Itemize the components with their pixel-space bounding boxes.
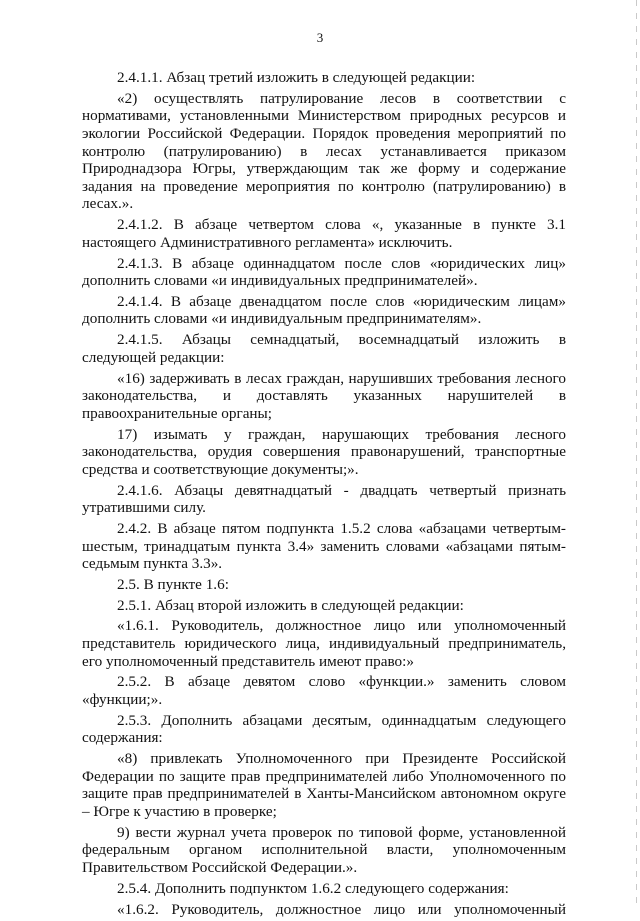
paragraph-2-5: 2.5. В пункте 1.6: bbox=[117, 575, 229, 593]
paragraph-2-4-1-3: 2.4.1.3. В абзаце одиннадцатом после слов «юридических лиц» дополнить словами «и индивидуальных предпринимателей». bbox=[82, 254, 566, 290]
paragraph-2-4-1-6: 2.4.1.6. Абзацы девятнадцатый - двадцать четвертый признать утратившими силу. bbox=[82, 481, 566, 517]
paragraph-quote-9: 9) вести журнал учета проверок по типовой форме, установленной федеральным органом исполнительной власти, уполномоченным Правительством Российской Федерации.». bbox=[82, 823, 566, 876]
paragraph-quote-patrol: «2) осуществлять патрулирование лесов в соответствии с нормативами, установленными Министерством природных ресурсов и экологии Российской Федерации. Порядок проведения мероприятий по контролю (патрулированию) в лесах устанавливается приказом Природнадзора Югры, утверждающим так же форму и содержание задания на проведение мероприятия по контролю (патрулированию) в лесах.». bbox=[82, 89, 566, 213]
paragraph-quote-1-6-2: «1.6.2. Руководитель, должностное лицо или уполномоченный bbox=[117, 900, 566, 918]
paragraph-quote-8: «8) привлекать Уполномоченного при Президенте Российской Федерации по защите прав предпринимателей либо Уполномоченного по защите прав предпринимателей в Ханты-Мансийском автономном округе – Югре к участию в проверке; bbox=[82, 750, 566, 820]
paragraph-2-4-1-1: 2.4.1.1. Абзац третий изложить в следующей редакции: bbox=[117, 69, 476, 86]
page-number: 3 bbox=[316, 30, 324, 45]
paragraph-2-4-1-5: 2.4.1.5. Абзацы семнадцатый, восемнадцатый изложить в следующей редакции: bbox=[82, 331, 566, 366]
paragraph-2-4-2: 2.4.2. В абзаце пятом подпункта 1.5.2 слова «абзацами четвертым-шестым, тринадцатым пункта 3.4» заменить словами «абзацами пятым-седьмым пункта 3.3». bbox=[82, 519, 566, 573]
paragraph-2-4-1-2: 2.4.1.2. В абзаце четвертом слова «, указанные в пункте 3.1 настоящего Административного регламента» исключить. bbox=[82, 216, 566, 251]
paragraph-2-5-3: 2.5.3. Дополнить абзацами десятым, одиннадцатым следующего содержания: bbox=[82, 711, 566, 747]
paragraph-2-5-1: 2.5.1. Абзац второй изложить в следующей редакции: bbox=[117, 596, 464, 614]
paragraph-quote-17: 17) изымать у граждан, нарушающих требования лесного законодательства, орудия совершения правонарушений, транспортные средства и соответствующие документы;». bbox=[82, 425, 566, 478]
paragraph-quote-16: «16) задерживать в лесах граждан, нарушивших требования лесного законодательства, и доставлять указанных нарушителей в правоохранительные органы; bbox=[82, 369, 566, 422]
scan-edge-line bbox=[636, 0, 637, 905]
paragraph-quote-1-6-1: «1.6.1. Руководитель, должностное лицо или уполномоченный представитель юридического лица, индивидуальный предприниматель, его уполномоченный представитель имеют право:» bbox=[82, 617, 566, 670]
paragraph-2-5-4: 2.5.4. Дополнить подпунктом 1.6.2 следующего содержания: bbox=[117, 879, 509, 897]
paragraph-2-4-1-4: 2.4.1.4. В абзаце двенадцатом после слов «юридическим лицам» дополнить словами «и индивидуальным предпринимателям». bbox=[82, 292, 566, 328]
document-body bbox=[82, 69, 566, 921]
paragraph-2-5-2: 2.5.2. В абзаце девятом слово «функции.» заменить словом «функции;». bbox=[82, 673, 566, 709]
